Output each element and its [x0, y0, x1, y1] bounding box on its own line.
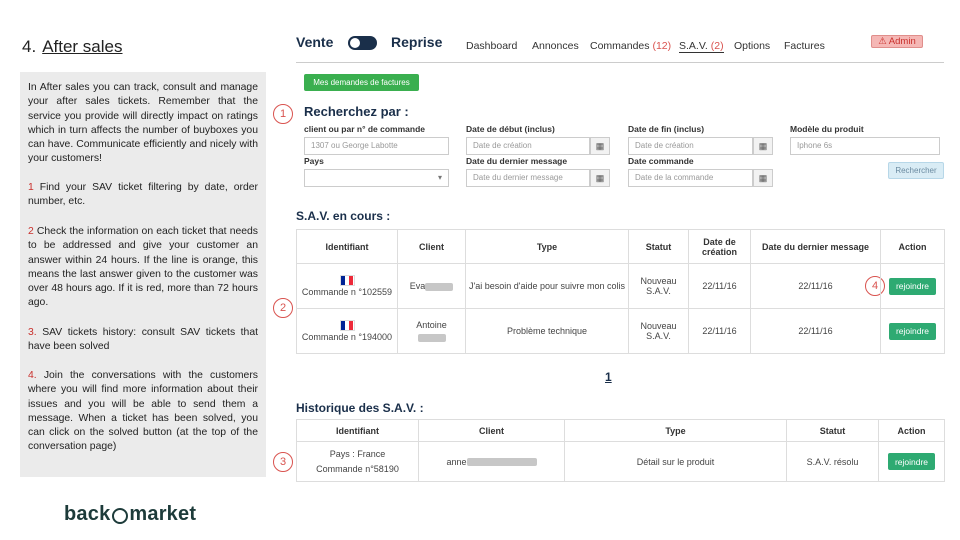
header-action: Action: [879, 420, 945, 442]
table-header-row: [297, 230, 945, 264]
invoice-requests-button[interactable]: Mes demandes de factures: [304, 74, 419, 91]
redacted-name: [418, 334, 446, 342]
pays-label: Pays: [304, 156, 324, 166]
table-row: [297, 264, 945, 309]
client-name: Eva: [409, 281, 426, 291]
point-number: 2: [28, 226, 34, 237]
header-type: Type: [565, 420, 787, 442]
type-cell: J'ai besoin d'aide pour suivre mon colis: [466, 264, 629, 309]
country: Pays : France: [329, 448, 386, 459]
marker-1: 1: [273, 104, 293, 124]
slide-title-text: After sales: [42, 37, 123, 56]
date-end-input[interactable]: Date de création: [628, 137, 753, 155]
status-cell: S.A.V. résolu: [787, 442, 879, 482]
slide-title: [22, 37, 123, 57]
order-id-cell: [297, 264, 398, 309]
admin-label: Admin: [888, 36, 916, 47]
france-flag-icon: [340, 275, 355, 286]
history-table: [296, 419, 945, 482]
point-3: [28, 326, 258, 355]
point-2: [28, 225, 258, 311]
point-number: 4.: [28, 370, 37, 381]
client-search-input[interactable]: 1307 ou George Labotte: [304, 137, 449, 155]
header-identifiant: Identifiant: [297, 230, 398, 264]
table-row: [297, 309, 945, 354]
warning-icon: ⚠: [878, 36, 887, 47]
history-heading: Historique des S.A.V. :: [296, 401, 424, 415]
header-client: Client: [398, 230, 466, 264]
search-button[interactable]: Rechercher: [888, 162, 944, 179]
type-cell: Problème technique: [466, 309, 629, 354]
created-cell: 22/11/16: [689, 264, 751, 309]
point-number: 3.: [28, 327, 37, 338]
order-date-input[interactable]: Date de la commande: [628, 169, 753, 187]
slide-number: 4.: [22, 37, 37, 56]
backmarket-logo: [64, 503, 196, 526]
model-label: Modèle du produit: [790, 124, 864, 134]
point-text: Find your SAV ticket filtering by date, order number, etc.: [28, 182, 258, 208]
header-type: Type: [466, 230, 629, 264]
logo-left: back: [64, 503, 111, 525]
order-id: Commande n °102559: [301, 287, 393, 298]
marker-2: 2: [273, 298, 293, 318]
join-button[interactable]: rejoindre: [889, 323, 936, 340]
action-cell: [881, 309, 945, 354]
current-sav-heading: S.A.V. en cours :: [296, 209, 391, 223]
logo-right: market: [129, 503, 197, 525]
nav-annonces[interactable]: Annonces: [532, 40, 579, 52]
nav-commandes[interactable]: [590, 40, 671, 52]
vente-reprise-toggle[interactable]: [348, 36, 377, 50]
nav-options[interactable]: Options: [734, 40, 771, 52]
point-number: 1: [28, 182, 34, 193]
pagination-page-1[interactable]: 1: [605, 370, 612, 384]
date-start-label: Date de début (inclus): [466, 124, 555, 134]
status-cell: Nouveau S.A.V.: [629, 264, 689, 309]
status-cell: Nouveau S.A.V.: [629, 309, 689, 354]
last-message-input[interactable]: Date du dernier message: [466, 169, 590, 187]
nav-sav-count: (2): [710, 40, 724, 52]
client-cell: [398, 309, 466, 354]
type-cell: Détail sur le produit: [565, 442, 787, 482]
nav-vente[interactable]: Vente: [296, 34, 334, 50]
nav-commandes-label: Commandes: [590, 40, 650, 52]
header-statut: Statut: [629, 230, 689, 264]
join-button[interactable]: rejoindre: [888, 453, 935, 470]
admin-badge[interactable]: [871, 35, 923, 48]
last-message-label: Date du dernier message: [466, 156, 568, 166]
point-4: [28, 369, 258, 455]
order-date-label: Date commande: [628, 156, 694, 166]
search-heading: Recherchez par :: [304, 104, 409, 119]
header-date-last-message: Date du dernier message: [751, 230, 881, 264]
client-cell: [419, 442, 565, 482]
last-message-cell: 22/11/16: [751, 264, 881, 309]
marker-4: 4: [865, 276, 885, 296]
header-date-creation: Date de création: [689, 230, 751, 264]
model-input[interactable]: Iphone 6s: [790, 137, 940, 155]
calendar-icon[interactable]: ▦: [753, 169, 773, 187]
header-statut: Statut: [787, 420, 879, 442]
france-flag-icon: [340, 320, 355, 331]
header-identifiant: Identifiant: [297, 420, 419, 442]
action-cell: [881, 264, 945, 309]
nav-reprise[interactable]: Reprise: [391, 34, 443, 50]
redacted-name: [425, 283, 453, 291]
nav-dashboard[interactable]: Dashboard: [466, 40, 518, 52]
logo-ring-icon: [112, 508, 128, 524]
table-row: [297, 442, 945, 482]
calendar-icon[interactable]: ▦: [590, 137, 610, 155]
nav-factures[interactable]: Factures: [784, 40, 825, 52]
created-cell: 22/11/16: [689, 309, 751, 354]
redacted-name: [467, 458, 537, 466]
date-start-input[interactable]: Date de création: [466, 137, 590, 155]
order-id: Commande n °194000: [301, 332, 393, 343]
date-end-label: Date de fin (inclus): [628, 124, 705, 134]
point-text: Check the information on each ticket that needs to be addressed and give your customer an answer within 24 hours. If the line is orange, this means the last answer given to the customer was over 48 hours ago. If it is red, more than 72 hours ago.: [28, 226, 258, 309]
order-id-cell: [297, 309, 398, 354]
pays-select[interactable]: [304, 169, 449, 187]
action-cell: [879, 442, 945, 482]
nav-sav-label: S.A.V.: [679, 40, 708, 52]
join-button[interactable]: rejoindre: [889, 278, 936, 295]
header-action: Action: [881, 230, 945, 264]
point-text: Join the conversations with the customers where you will find more information about their issues and you will be able to send them a message. When a ticket has been solved, you can click on the solved button (at the top of the conversation page): [28, 370, 258, 453]
nav-sav[interactable]: [679, 40, 724, 53]
order-id: Commande n°58190: [316, 463, 399, 474]
current-sav-table: [296, 229, 945, 354]
point-text: SAV tickets history: consult SAV tickets that have been solved: [28, 327, 258, 353]
calendar-icon[interactable]: ▦: [753, 137, 773, 155]
nav-divider: [296, 62, 944, 63]
intro-text: In After sales you can track, consult and manage your after sales tickets. Remember that the service you provide will directly impact on ratings which in turn affects the number of buyboxes you can have. Communicate efficiently and nicely with your customers!: [28, 82, 258, 165]
point-1: [28, 181, 258, 210]
table-header-row: [297, 420, 945, 442]
client-cell: [398, 264, 466, 309]
order-id-cell: [297, 442, 419, 482]
client-name: Antoine: [416, 320, 447, 330]
marker-3: 3: [273, 452, 293, 472]
last-message-cell: 22/11/16: [751, 309, 881, 354]
calendar-icon[interactable]: ▦: [590, 169, 610, 187]
header-client: Client: [419, 420, 565, 442]
nav-commandes-count: (12): [652, 40, 672, 52]
client-name: anne: [446, 456, 467, 467]
chevron-down-icon: ▾: [437, 173, 442, 182]
client-label: client ou par n° de commande: [304, 124, 426, 134]
